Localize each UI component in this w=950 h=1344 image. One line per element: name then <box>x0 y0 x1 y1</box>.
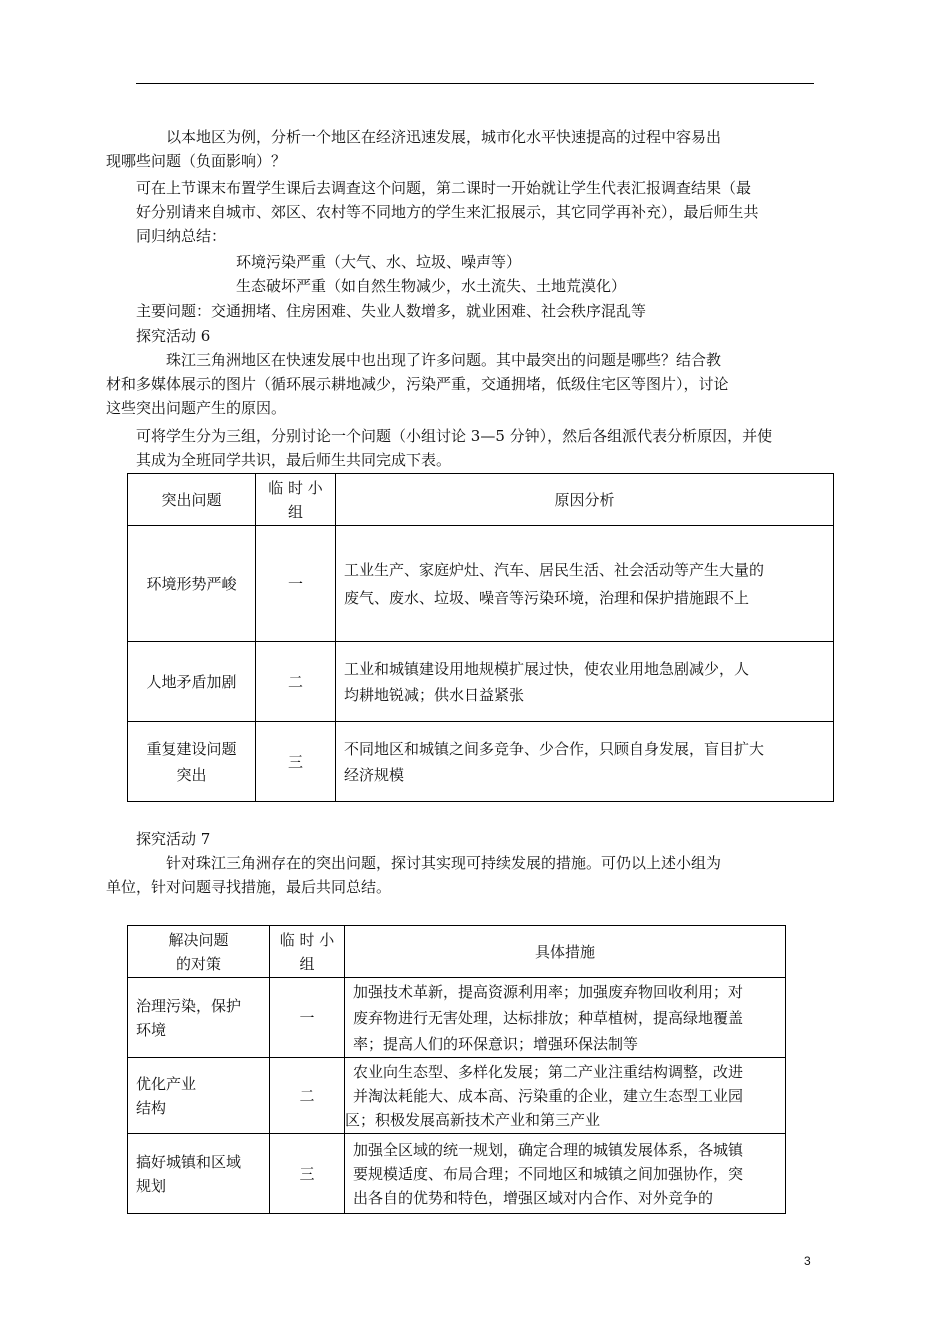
strategy-text: 规划 <box>136 1176 167 1195</box>
activity6-method <box>136 424 816 472</box>
header-group-line: 组 <box>287 502 303 521</box>
problem-cell <box>128 642 256 722</box>
header-group <box>270 926 345 978</box>
intro-instruction-line: 同归纳总结： <box>136 227 227 245</box>
measure-text: 农业向生态型、多样化发展；第二产业注重结构调整，改进 <box>353 1062 744 1081</box>
measure-text: 加强全区域的统一规划，确定合理的城镇发展体系，各城镇 <box>353 1140 744 1159</box>
measure-text: 要规模适度、布局合理；不同地区和城镇之间加强协作，突 <box>353 1164 744 1183</box>
activity6-method-line: 可将学生分为三组，分别讨论一个问题（小组讨论 3—5 分钟），然后各组派代表分析原因，并使 <box>136 427 773 445</box>
group-cell: 三 <box>270 1134 345 1214</box>
activity6-method-line: 其成为全班同学共识，最后师生共同完成下表。 <box>136 451 452 469</box>
activity6-description <box>106 348 816 420</box>
header-measures: 具体措施 <box>345 926 786 978</box>
table-row <box>128 722 834 802</box>
table-row <box>128 526 834 642</box>
activity7-description-line: 针对珠江三角洲存在的突出问题，探讨其实现可持续发展的措施。可仍以上述小组为 <box>166 854 722 872</box>
group-cell: 三 <box>256 722 336 802</box>
analysis-text: 均耕地锐减；供水日益紧张 <box>344 685 525 704</box>
group-cell: 一 <box>270 978 345 1058</box>
table-row <box>128 1058 786 1134</box>
header-rule <box>136 83 814 84</box>
table-row <box>128 1134 786 1214</box>
intro-question <box>106 125 816 173</box>
activity7-description-line: 单位，针对问题寻找措施，最后共同总结。 <box>106 878 392 896</box>
activity6-description-line: 材和多媒体展示的图片（循环展示耕地减少，污染严重，交通拥堵，低级住宅区等图片），讨论 <box>106 375 729 393</box>
strategy-cell <box>128 978 270 1058</box>
measure-text: 并淘汰耗能大、成本高、污染重的企业，建立生态型工业园 <box>353 1086 744 1105</box>
header-analysis: 原因分析 <box>336 474 834 526</box>
measure-text: 废弃物进行无害处理，达标排放；种草植树，提高绿地覆盖 <box>353 1008 744 1027</box>
problem-text: 人地矛盾加剧 <box>146 672 237 691</box>
intro-question-line: 以本地区为例，分析一个地区在经济迅速发展，城市化水平快速提高的过程中容易出 <box>166 128 722 146</box>
analysis-cell <box>336 722 834 802</box>
measure-text: 出各自的优势和特色，增强区域对内合作、对外竞争的 <box>353 1188 714 1207</box>
activity6-title: 探究活动 6 <box>136 327 211 345</box>
page-number: 3 <box>804 1254 811 1268</box>
problem-text: 重复建设问题 <box>146 739 237 758</box>
problem-cell <box>128 722 256 802</box>
measures-cell <box>345 1134 786 1214</box>
intro-instruction <box>136 176 816 248</box>
strategy-text: 优化产业 <box>136 1074 197 1093</box>
problem-text: 突出 <box>176 765 207 784</box>
activity7-description <box>106 851 816 899</box>
analysis-cell <box>336 526 834 642</box>
activity7-title: 探究活动 7 <box>136 830 211 848</box>
header-group <box>256 474 336 526</box>
header-problem: 突出问题 <box>128 474 256 526</box>
strategy-text: 结构 <box>136 1098 167 1117</box>
summary-item: 环境污染严重（大气、水、垃圾、噪声等） <box>236 253 522 271</box>
main-problems: 主要问题：交通拥堵、住房困难、失业人数增多，就业困难、社会秩序混乱等 <box>136 302 647 320</box>
intro-instruction-line: 好分别请来自城市、郊区、农村等不同地方的学生来汇报展示，其它同学再补充），最后师生共 <box>136 203 759 221</box>
table-header-row <box>128 926 786 978</box>
header-group-line: 临 时 小 <box>279 930 335 949</box>
analysis-text: 不同地区和城镇之间多竞争、少合作，只顾自身发展，盲目扩大 <box>344 739 765 758</box>
analysis-text: 工业和城镇建设用地规模扩展过快，使农业用地急剧减少，人 <box>344 659 750 678</box>
strategy-cell <box>128 1058 270 1134</box>
intro-instruction-line: 可在上节课末布置学生课后去调查这个问题，第二课时一开始就让学生代表汇报调查结果（最 <box>136 179 752 197</box>
strategy-cell <box>128 1134 270 1214</box>
group-cell: 二 <box>256 642 336 722</box>
table-row <box>128 642 834 722</box>
strategy-text: 搞好城镇和区域 <box>136 1152 242 1171</box>
table-row <box>128 978 786 1058</box>
analysis-text: 废气、废水、垃圾、噪音等污染环境，治理和保护措施跟不上 <box>344 588 750 607</box>
header-strategy-line: 的对策 <box>175 954 221 973</box>
problem-text: 环境形势严峻 <box>146 574 237 593</box>
problem-cell <box>128 526 256 642</box>
measures-cell <box>345 978 786 1058</box>
header-group-line: 组 <box>299 954 315 973</box>
group-cell: 一 <box>256 526 336 642</box>
analysis-text: 工业生产、家庭炉灶、汽车、居民生活、社会活动等产生大量的 <box>344 560 765 579</box>
summary-item: 生态破坏严重（如自然生物减少，水土流失、土地荒漠化） <box>236 277 627 295</box>
measures-cell <box>345 1058 786 1134</box>
strategy-text: 治理污染，保护 <box>136 996 242 1015</box>
header-strategy <box>128 926 270 978</box>
intro-question-line: 现哪些问题（负面影响）？ <box>106 152 287 170</box>
analysis-cell <box>336 642 834 722</box>
measure-text: 区；积极发展高新技术产业和第三产业 <box>345 1110 601 1129</box>
measures-table <box>127 925 786 1214</box>
group-cell: 二 <box>270 1058 345 1134</box>
measure-text: 加强技术革新，提高资源利用率；加强废弃物回收利用；对 <box>353 982 744 1001</box>
analysis-text: 经济规模 <box>344 765 405 784</box>
activity6-description-line: 珠江三角洲地区在快速发展中也出现了许多问题。其中最突出的问题是哪些？结合教 <box>166 351 722 369</box>
header-group-line: 临 时 小 <box>268 478 323 497</box>
header-strategy-line: 解决问题 <box>168 930 229 949</box>
activity6-description-line: 这些突出问题产生的原因。 <box>106 399 287 417</box>
cause-analysis-table <box>127 473 834 802</box>
measure-text: 率；提高人们的环保意识；增强环保法制等 <box>353 1034 639 1053</box>
table-header-row <box>128 474 834 526</box>
strategy-text: 环境 <box>136 1020 167 1039</box>
summary-list <box>136 250 816 298</box>
